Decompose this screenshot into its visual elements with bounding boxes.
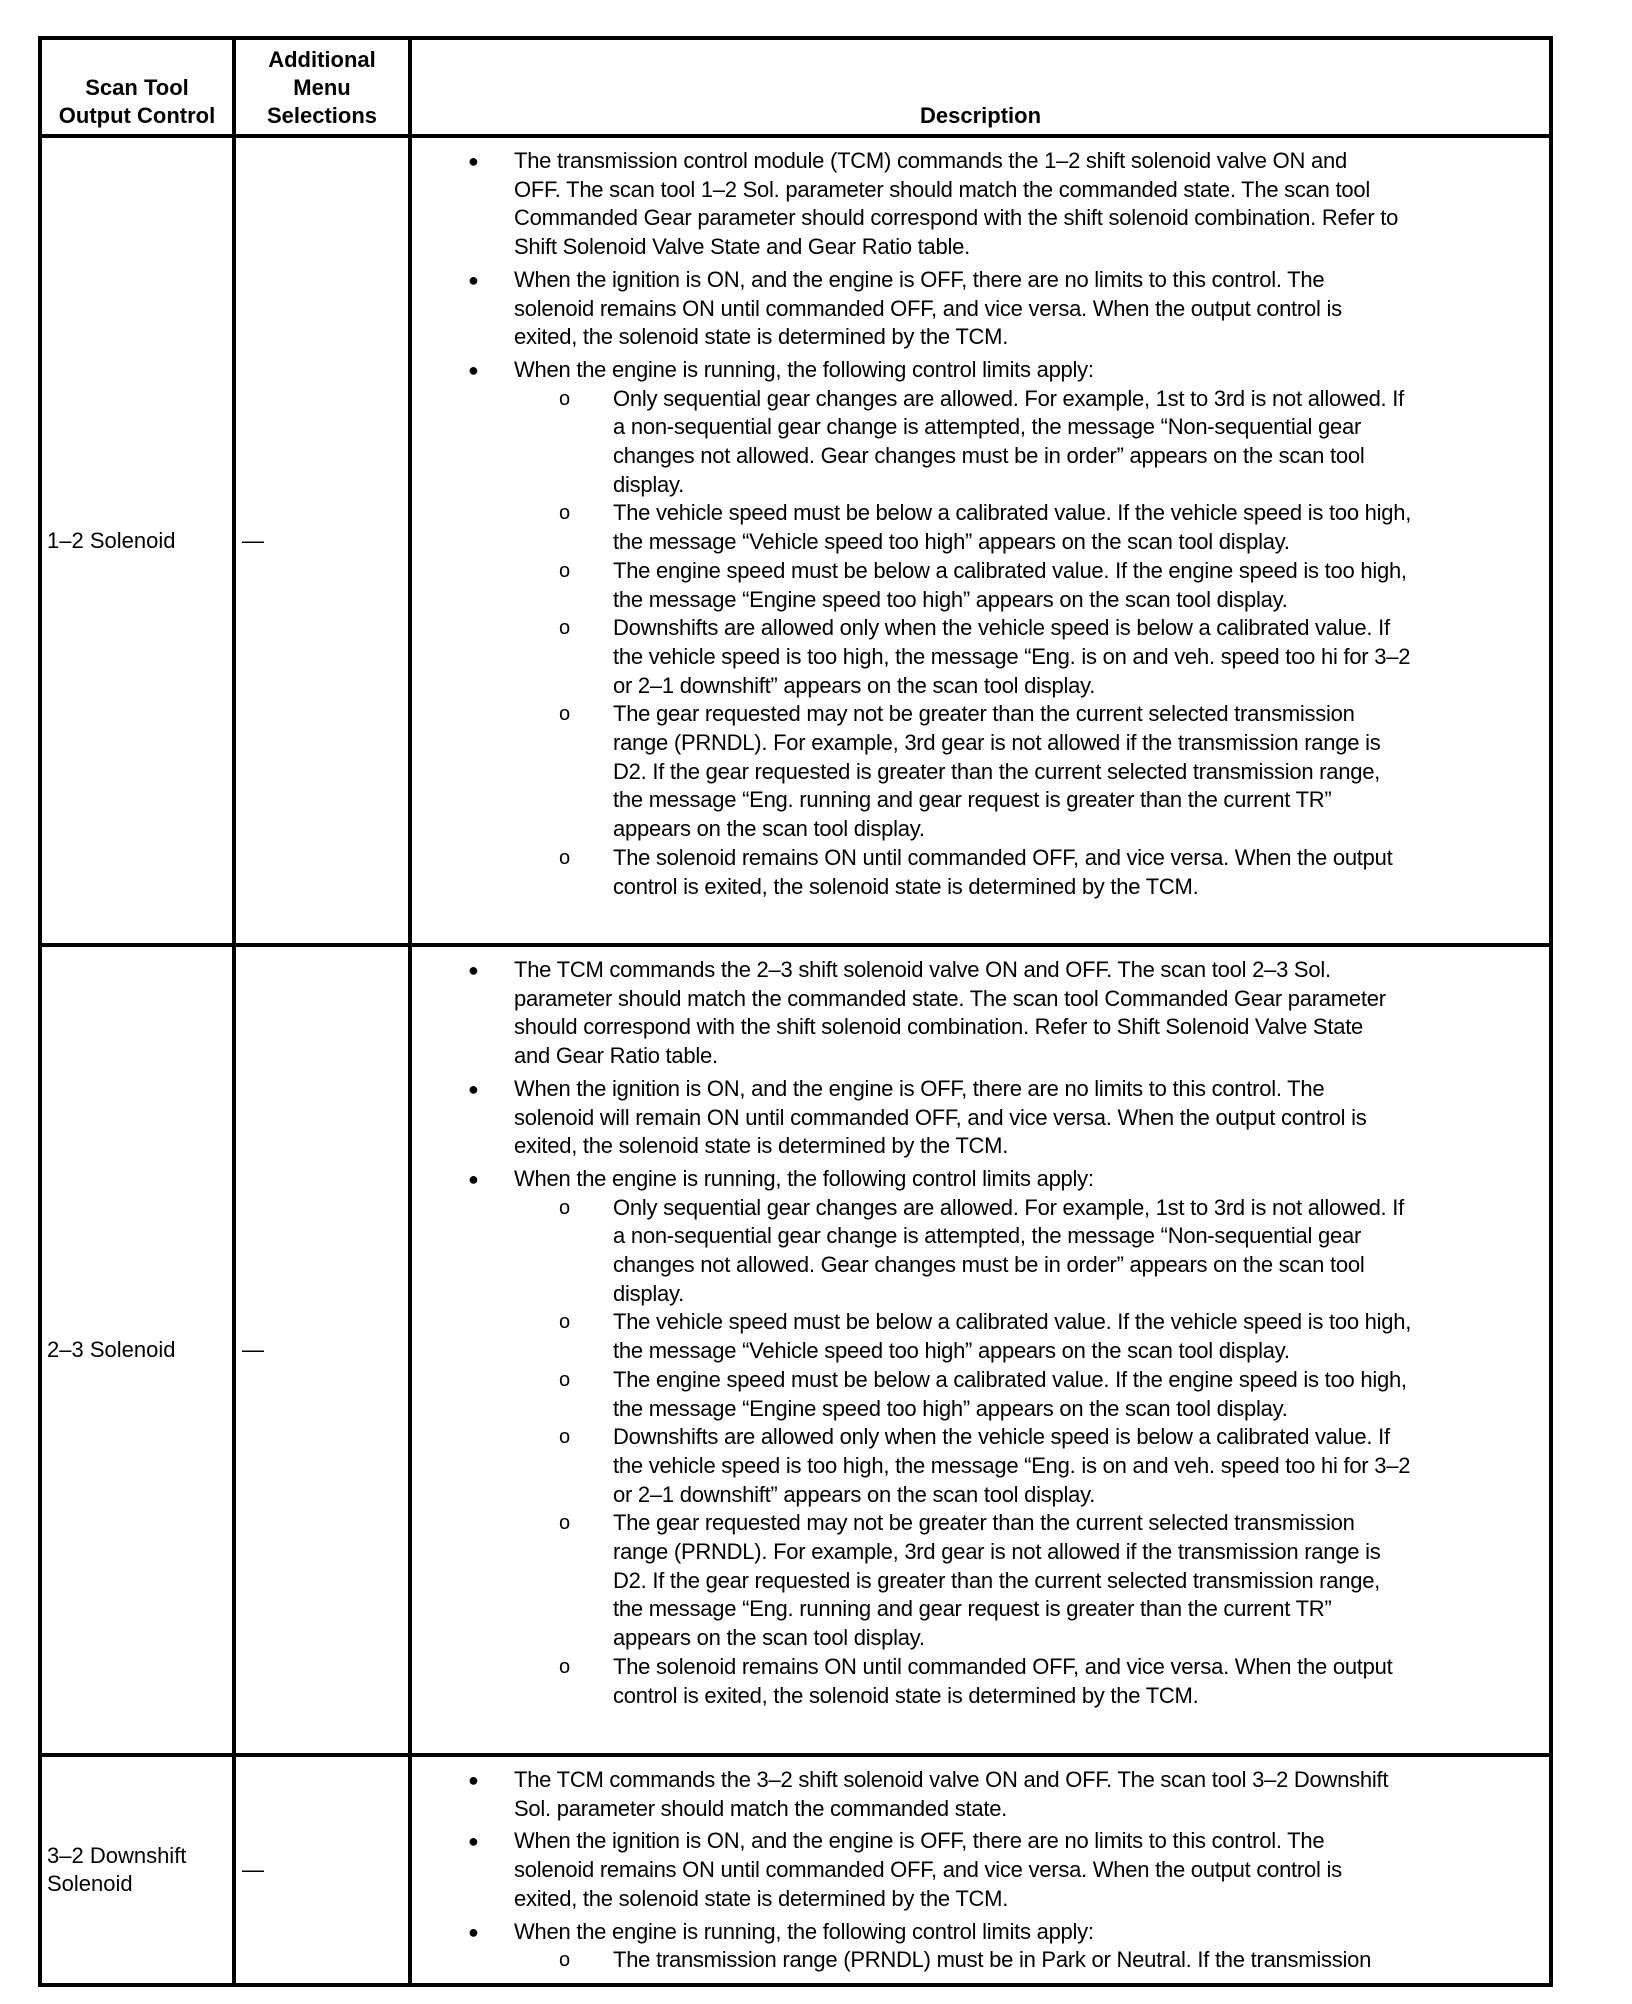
- bullet-text-line: Commanded Gear parameter should correspond with the shift solenoid combination. Refer to: [514, 205, 1399, 231]
- sub-bullet-item: [412, 557, 1549, 614]
- bullet-item: [412, 356, 1549, 901]
- bullet-text-line: When the engine is running, the following control limits apply:: [514, 356, 1094, 382]
- bullet-text-line: The transmission control module (TCM) commands the 1–2 shift solenoid valve ON and: [514, 148, 1347, 173]
- bullet-icon: ●: [468, 1770, 479, 1790]
- sub-bullet-item: [412, 844, 1549, 901]
- output-control-cell: [40, 136, 234, 945]
- bullet-text-line: Sol. parameter should match the commanded state.: [514, 1795, 1008, 1821]
- header-text: Description: [919, 103, 1042, 128]
- sub-bullet-text-line: or 2–1 downshift” appears on the scan tool display.: [613, 672, 1096, 698]
- sub-bullet-text-line: control is exited, the solenoid state is determined by the TCM.: [613, 1682, 1199, 1708]
- sub-bullet-item: [412, 1366, 1549, 1423]
- sub-bullet-text-line: the message “Eng. running and gear request is greater than the current TR”: [613, 1596, 1332, 1622]
- bullet-icon: ●: [468, 1168, 479, 1189]
- bullet-text-line: The TCM commands the 2–3 shift solenoid valve ON and OFF. The scan tool 2–3 Sol.: [514, 957, 1331, 982]
- bullet-text-line: When the ignition is ON, and the engine is OFF, there are no limits to this control. The: [514, 1075, 1325, 1101]
- hollow-bullet-icon: o: [559, 617, 570, 640]
- header-scan-tool-output-control: [40, 38, 234, 136]
- menu-selections-cell: —: [234, 136, 410, 945]
- header-text: Selections: [266, 103, 378, 128]
- sub-bullet-text-line: Downshifts are allowed only when the vehicle speed is below a calibrated value. If: [613, 615, 1390, 641]
- sub-bullet-text-line: appears on the scan tool display.: [613, 816, 925, 842]
- sub-bullet-text-line: The engine speed must be below a calibrated value. If the engine speed is too high,: [613, 1366, 1407, 1392]
- output-control-name: 1–2 Solenoid: [47, 527, 176, 553]
- sub-bullet-text-line: the vehicle speed is too high, the message “Eng. is on and veh. speed too hi for 3–2: [613, 643, 1411, 669]
- bullet-icon: ●: [468, 1831, 479, 1852]
- sub-bullet-item: [412, 1308, 1549, 1365]
- hollow-bullet-icon: o: [559, 559, 570, 582]
- sub-bullet-text-line: D2. If the gear requested is greater than the current selected transmission range,: [613, 758, 1381, 784]
- sub-bullet-text-line: appears on the scan tool display.: [613, 1625, 925, 1651]
- sub-bullet-text-line: or 2–1 downshift” appears on the scan tool display.: [613, 1481, 1096, 1507]
- bullet-text-line: and Gear Ratio table.: [514, 1043, 718, 1069]
- description-cell: [410, 1755, 1551, 1985]
- table-row: [40, 945, 1551, 1755]
- output-control-table: [38, 36, 1553, 1987]
- header-row: [40, 38, 1551, 136]
- sub-bullet-text-line: the message “Engine speed too high” appears on the scan tool display.: [613, 586, 1288, 612]
- hollow-bullet-icon: o: [559, 1426, 570, 1449]
- bullet-icon: ●: [468, 1921, 479, 1942]
- hollow-bullet-icon: o: [559, 1655, 570, 1678]
- sub-bullet-text-line: a non-sequential gear change is attempted, the message “Non-sequential gear: [613, 1223, 1362, 1249]
- bullet-text-line: exited, the solenoid state is determined by the TCM.: [514, 1885, 1009, 1911]
- menu-selections-cell: —: [234, 945, 410, 1755]
- bullet-icon: ●: [468, 269, 479, 290]
- sub-bullet-text-line: The solenoid remains ON until commanded OFF, and vice versa. When the output: [613, 844, 1393, 870]
- bullet-text-line: exited, the solenoid state is determined by the TCM.: [514, 1133, 1009, 1159]
- bullet-item: [412, 1165, 1549, 1710]
- sub-bullet-text-line: display.: [613, 471, 684, 497]
- header-text: Additional: [268, 47, 376, 72]
- table-row: [40, 1755, 1551, 1985]
- bullet-item: [412, 1827, 1549, 1913]
- sub-bullet-text-line: The vehicle speed must be below a calibrated value. If the vehicle speed is too high,: [613, 500, 1412, 526]
- sub-bullet-text-line: control is exited, the solenoid state is determined by the TCM.: [613, 873, 1199, 899]
- bullet-item: [412, 1766, 1549, 1823]
- bullet-icon: ●: [468, 151, 479, 171]
- bullet-item: [412, 147, 1549, 262]
- sub-bullet-item: [412, 1653, 1549, 1710]
- sub-bullet-text-line: display.: [613, 1280, 684, 1306]
- sub-bullet-item: [412, 1194, 1549, 1309]
- header-additional-menu-selections: [234, 38, 410, 136]
- sub-bullet-text-line: The gear requested may not be greater than the current selected transmission: [613, 701, 1355, 727]
- sub-bullet-text-line: D2. If the gear requested is greater than the current selected transmission range,: [613, 1567, 1381, 1593]
- sub-bullet-text-line: Only sequential gear changes are allowed. For example, 1st to 3rd is not allowed. If: [613, 385, 1405, 411]
- bullet-text-line: solenoid will remain ON until commanded OFF, and vice versa. When the output control is: [514, 1104, 1367, 1130]
- sub-bullet-text-line: range (PRNDL). For example, 3rd gear is not allowed if the transmission range is: [613, 1539, 1381, 1565]
- hollow-bullet-icon: o: [559, 502, 570, 525]
- bullet-icon: ●: [468, 960, 479, 980]
- header-description: [410, 38, 1551, 136]
- sub-bullet-item: [412, 1423, 1549, 1509]
- bullet-text-line: should correspond with the shift solenoid combination. Refer to Shift Solenoid Valve State: [514, 1014, 1364, 1040]
- output-control-cell: [40, 945, 234, 1755]
- bullet-text-line: Shift Solenoid Valve State and Gear Ratio table.: [514, 234, 970, 260]
- bullet-text-line: When the engine is running, the following control limits apply:: [514, 1165, 1094, 1191]
- table-body: [40, 136, 1551, 1985]
- hollow-bullet-icon: o: [559, 1949, 570, 1972]
- output-control-name: 2–3 Solenoid: [47, 1337, 176, 1362]
- sub-bullet-text-line: range (PRNDL). For example, 3rd gear is not allowed if the transmission range is: [613, 730, 1381, 756]
- sub-bullet-item: [412, 614, 1549, 700]
- sub-bullet-text-line: The engine speed must be below a calibrated value. If the engine speed is too high,: [613, 557, 1407, 583]
- hollow-bullet-icon: o: [559, 1512, 570, 1535]
- hollow-bullet-icon: o: [559, 1196, 570, 1219]
- bullet-text-line: solenoid remains ON until commanded OFF, and vice versa. When the output control is: [514, 295, 1342, 321]
- sub-bullet-text-line: The solenoid remains ON until commanded OFF, and vice versa. When the output: [613, 1653, 1393, 1679]
- header-text: Scan Tool: [85, 75, 189, 100]
- output-control-cell: [40, 1755, 234, 1985]
- sub-bullet-text-line: The transmission range (PRNDL) must be in Park or Neutral. If the transmission: [613, 1947, 1372, 1973]
- sub-bullet-item: [412, 700, 1549, 844]
- bullet-text-line: When the ignition is ON, and the engine is OFF, there are no limits to this control. The: [514, 266, 1325, 292]
- header-text: Menu: [293, 75, 351, 100]
- sub-bullet-item: [412, 499, 1549, 556]
- bullet-item: [412, 1918, 1549, 1975]
- sub-bullet-text-line: the vehicle speed is too high, the message “Eng. is on and veh. speed too hi for 3–2: [613, 1452, 1411, 1478]
- bullet-item: [412, 1075, 1549, 1161]
- menu-selections-cell: —: [234, 1755, 410, 1985]
- bullet-text-line: When the ignition is ON, and the engine is OFF, there are no limits to this control. The: [514, 1828, 1325, 1854]
- sub-bullet-text-line: changes not allowed. Gear changes must be in order” appears on the scan tool: [613, 443, 1365, 469]
- bullet-text-line: When the engine is running, the following control limits apply:: [514, 1918, 1094, 1944]
- header-text: Output Control: [58, 103, 216, 128]
- table-row: [40, 136, 1551, 945]
- bullet-text-line: OFF. The scan tool 1–2 Sol. parameter should match the commanded state. The scan tool: [514, 176, 1370, 202]
- sub-bullet-text-line: the message “Vehicle speed too high” appears on the scan tool display.: [613, 529, 1290, 555]
- bullet-item: [412, 956, 1549, 1071]
- bullet-text-line: exited, the solenoid state is determined by the TCM.: [514, 324, 1009, 350]
- sub-bullet-item: [412, 1509, 1549, 1653]
- sub-bullet-text-line: the message “Vehicle speed too high” appears on the scan tool display.: [613, 1338, 1290, 1364]
- bullet-text-line: solenoid remains ON until commanded OFF, and vice versa. When the output control is: [514, 1857, 1342, 1883]
- sub-bullet-text-line: the message “Eng. running and gear request is greater than the current TR”: [613, 787, 1332, 813]
- hollow-bullet-icon: o: [559, 1368, 570, 1391]
- description-cell: [410, 945, 1551, 1755]
- hollow-bullet-icon: o: [559, 846, 570, 869]
- bullet-icon: ●: [468, 359, 479, 380]
- bullet-icon: ●: [468, 1078, 479, 1099]
- sub-bullet-text-line: The vehicle speed must be below a calibrated value. If the vehicle speed is too high,: [613, 1309, 1412, 1335]
- hollow-bullet-icon: o: [559, 1311, 570, 1334]
- hollow-bullet-icon: o: [559, 387, 570, 410]
- sub-bullet-text-line: The gear requested may not be greater than the current selected transmission: [613, 1510, 1355, 1536]
- sub-bullet-text-line: Only sequential gear changes are allowed. For example, 1st to 3rd is not allowed. If: [613, 1194, 1405, 1220]
- sub-bullet-text-line: Downshifts are allowed only when the vehicle speed is below a calibrated value. If: [613, 1424, 1390, 1450]
- sub-bullet-text-line: the message “Engine speed too high” appears on the scan tool display.: [613, 1395, 1288, 1421]
- bullet-item: [412, 266, 1549, 352]
- sub-bullet-text-line: a non-sequential gear change is attempted, the message “Non-sequential gear: [613, 414, 1362, 440]
- sub-bullet-item: [412, 1946, 1549, 1975]
- hollow-bullet-icon: o: [559, 703, 570, 726]
- sub-bullet-item: [412, 385, 1549, 500]
- description-cell: [410, 136, 1551, 945]
- output-control-name: 3–2 Downshift: [47, 1843, 187, 1868]
- bullet-text-line: parameter should match the commanded state. The scan tool Commanded Gear parameter: [514, 985, 1386, 1011]
- bullet-text-line: The TCM commands the 3–2 shift solenoid valve ON and OFF. The scan tool 3–2 Downshift: [514, 1767, 1389, 1792]
- output-control-name: Solenoid: [47, 1871, 133, 1896]
- sub-bullet-text-line: changes not allowed. Gear changes must be in order” appears on the scan tool: [613, 1252, 1365, 1278]
